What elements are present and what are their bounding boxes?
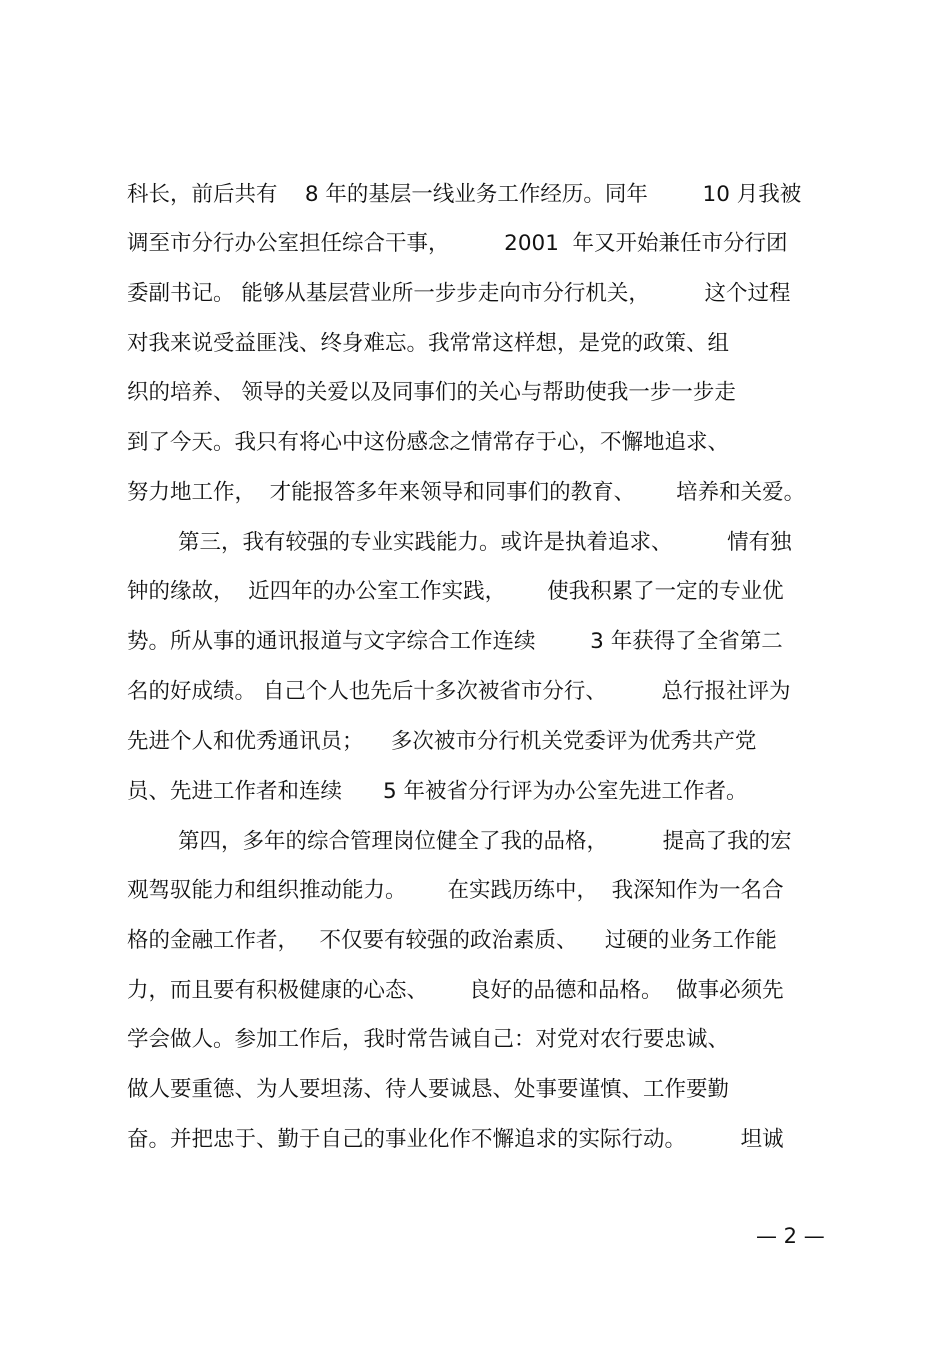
text-line: 观驾驭能力和组织推动能力。 在实践历练中， 我深知作为一名合 (127, 878, 784, 903)
text-line: 到了今天。我只有将心中这份感念之情常存于心，不懈地追求、 (127, 430, 730, 455)
text-line: 奋。并把忠于、勤于自己的事业化作不懈追求的实际行动。 坦诚 (127, 1127, 784, 1152)
text-line: 调至市分行办公室担任综合干事， 2001 年又开始兼任市分行团 (127, 231, 788, 256)
text-line: 对我来说受益匪浅、终身难忘。我常常这样想，是党的政策、组 (127, 331, 730, 356)
text-line: 先进个人和优秀通讯员； 多次被市分行机关党委评为优秀共产党 (127, 729, 757, 754)
text-line: 科长，前后共有 8 年的基层一线业务工作经历。同年 10 月我被 (127, 182, 802, 207)
text-line: 学会做人。参加工作后，我时常告诫自己：对党对农行要忠诚、 (127, 1027, 730, 1052)
text-line: 格的金融工作者， 不仅要有较强的政治素质、 过硬的业务工作能 (127, 928, 777, 953)
text-line: 委副书记。 能够从基层营业所一步步走向市分行机关， 这个过程 (127, 281, 791, 306)
text-line: 力，而且要有积极健康的心态、 良好的品德和品格。 做事必须先 (127, 978, 784, 1003)
page-number: — 2 — (756, 1224, 825, 1248)
text-line: 名的好成绩。 自己个人也先后十多次被省市分行、 总行报社评为 (127, 679, 791, 704)
text-line: 做人要重德、为人要坦荡、待人要诚恳、处事要谨慎、工作要勤 (127, 1077, 730, 1102)
paragraph-start-line: 第四，多年的综合管理岗位健全了我的品格， 提高了我的宏 (178, 829, 792, 854)
text-line: 织的培养、 领导的关爱以及同事们的关心与帮助使我一步一步走 (127, 380, 736, 405)
text-line: 员、先进工作者和连续 5 年被省分行评为办公室先进工作者。 (127, 779, 748, 804)
paragraph-start-line: 第三，我有较强的专业实践能力。或许是执着追求、 情有独 (178, 530, 792, 555)
text-line: 努力地工作， 才能报答多年来领导和同事们的教育、 培养和关爱。 (127, 480, 806, 505)
text-line: 势。所从事的通讯报道与文字综合工作连续 3 年获得了全省第二 (127, 629, 783, 654)
text-line: 钟的缘故， 近四年的办公室工作实践， 使我积累了一定的专业优 (127, 579, 784, 604)
